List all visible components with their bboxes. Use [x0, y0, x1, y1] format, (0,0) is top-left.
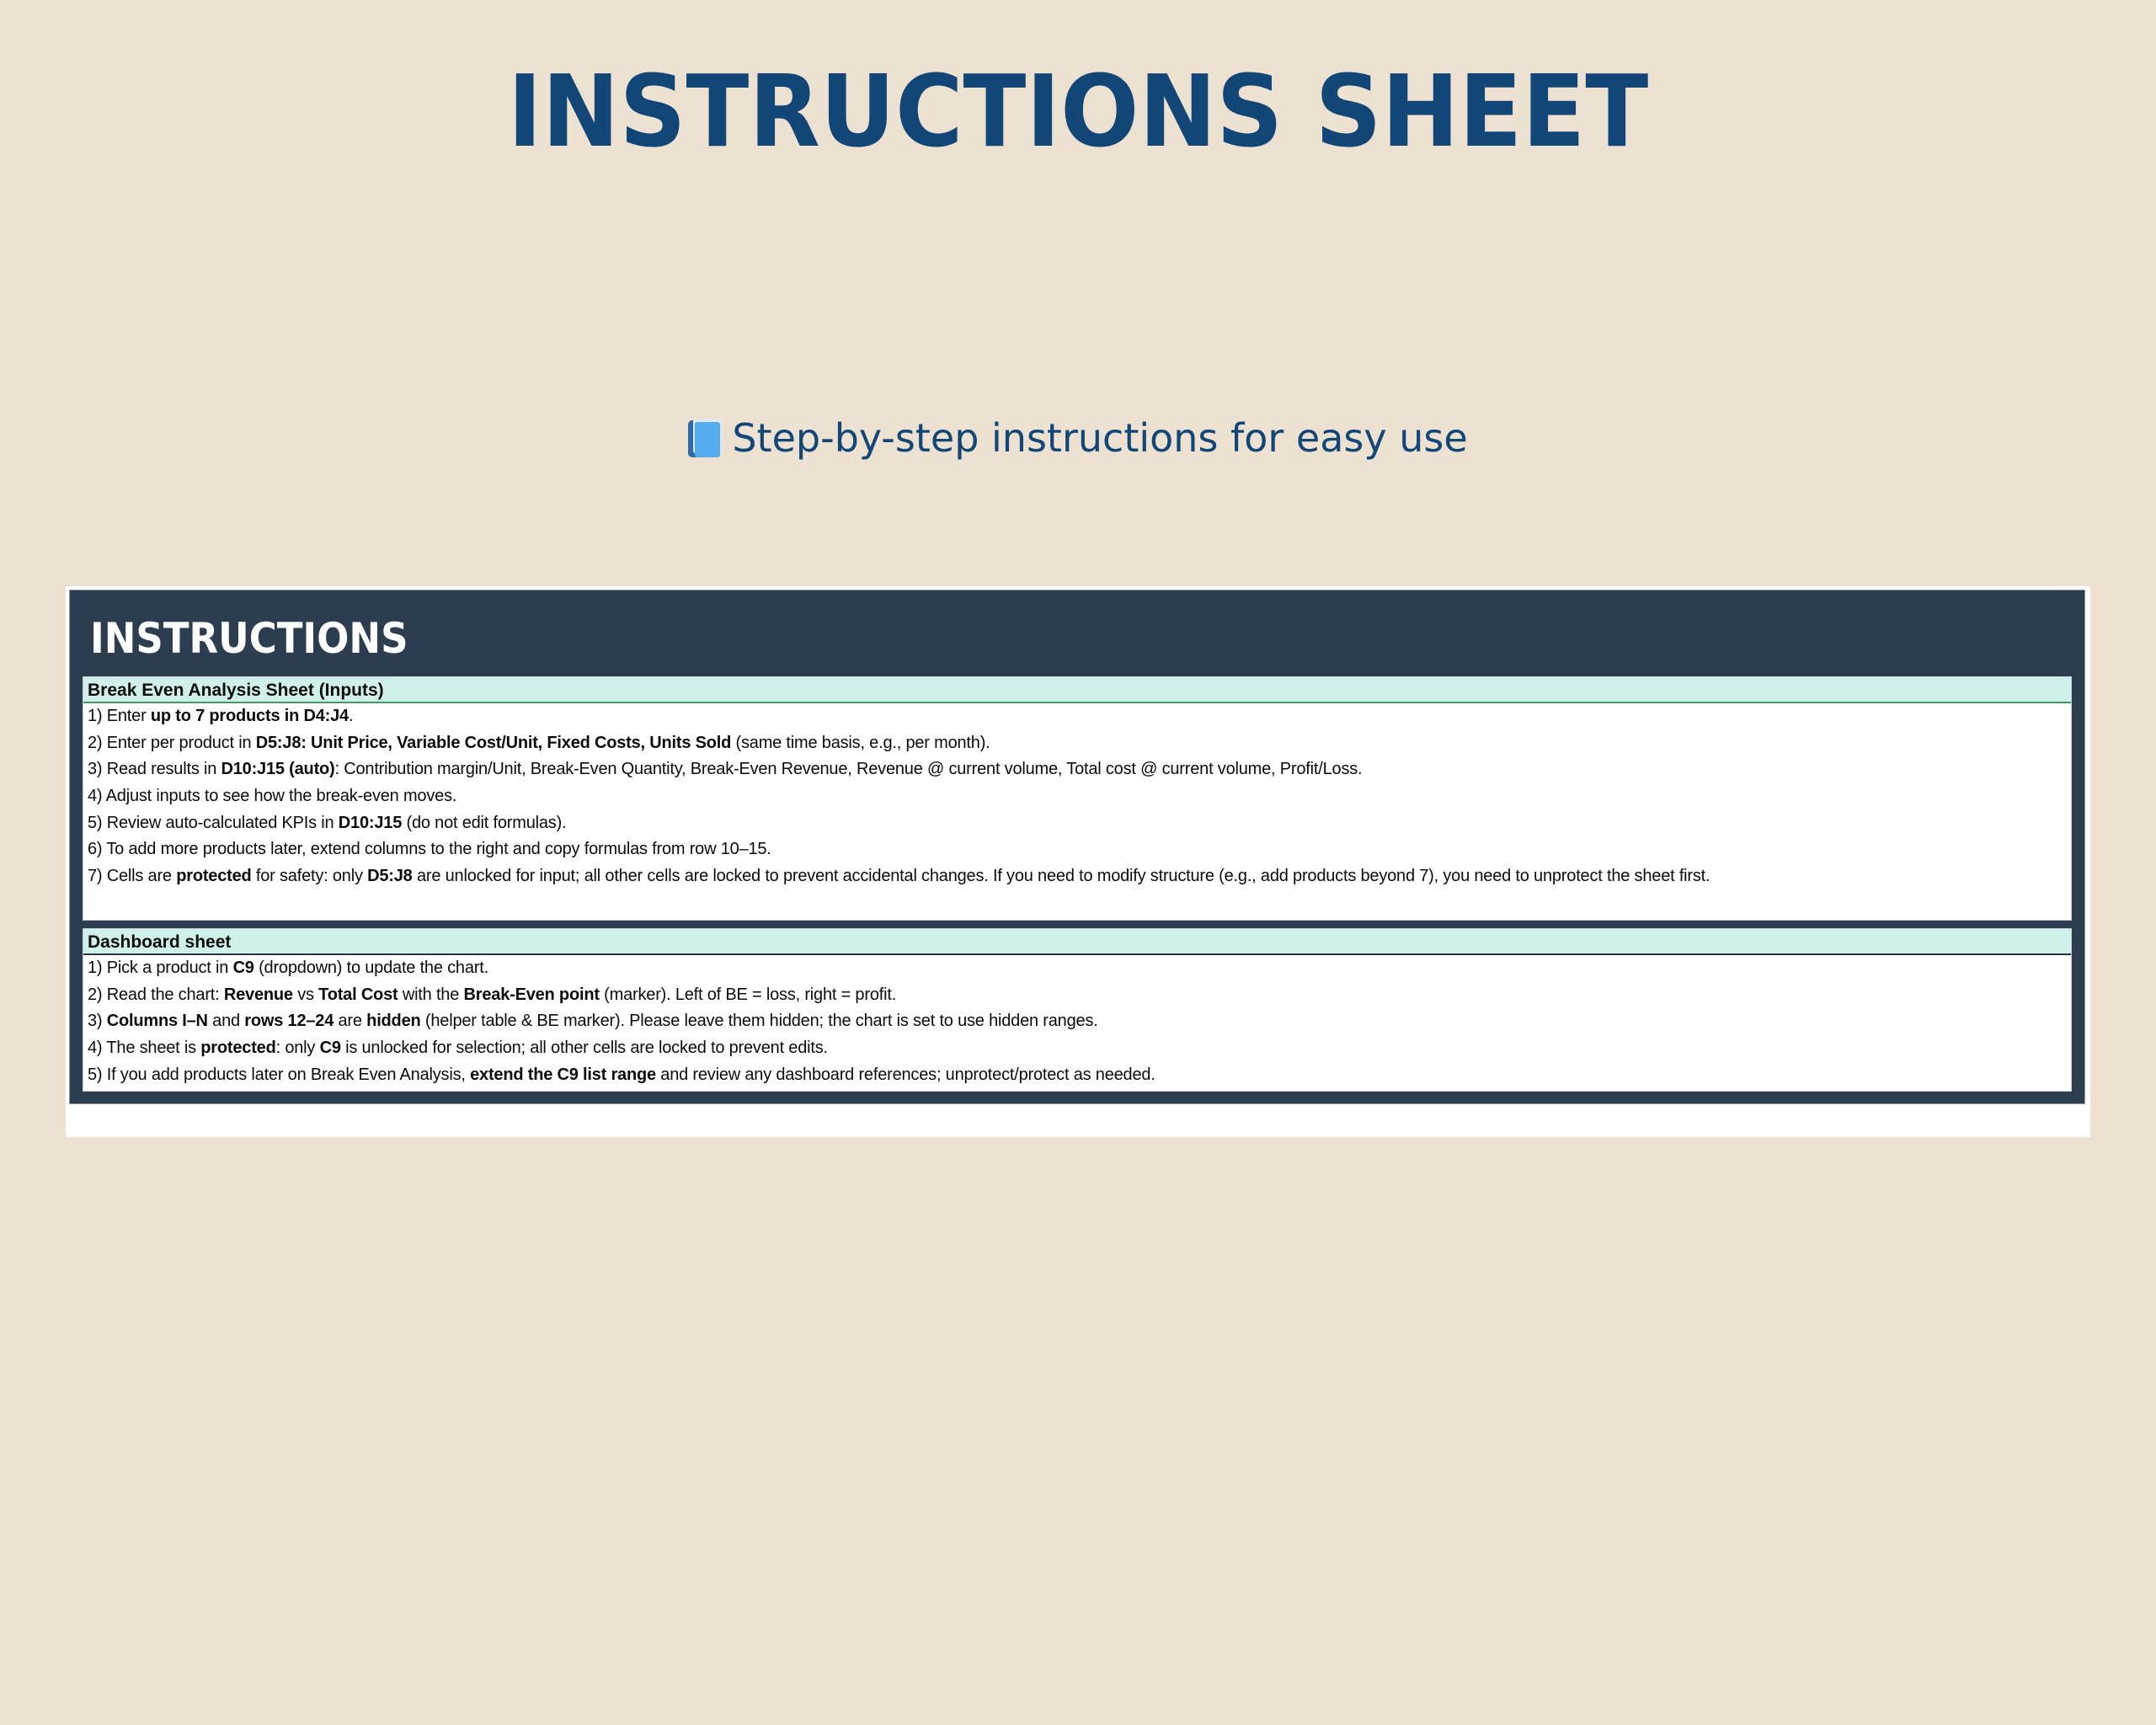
- instruction-line: [83, 955, 2071, 982]
- emphasis-text: hidden: [366, 1012, 421, 1031]
- instruction-line: [83, 703, 2071, 730]
- emphasis-text: protected: [200, 1039, 276, 1058]
- book-icon: [688, 419, 722, 457]
- instruction-text: 4) Adjust inputs to see how the break-even moves.: [88, 787, 457, 806]
- section-break-even-inputs: [83, 676, 2072, 921]
- subtitle-text: Step-by-step instructions for easy use: [732, 415, 1468, 461]
- emphasis-text: C9: [319, 1039, 341, 1058]
- instruction-line: [83, 1035, 2071, 1062]
- instruction-line: [83, 756, 2071, 783]
- page-title: INSTRUCTIONS SHEET: [507, 53, 1649, 169]
- emphasis-text: C9: [232, 959, 254, 977]
- panel-title: INSTRUCTIONS: [90, 614, 408, 663]
- section-heading: Dashboard sheet: [83, 929, 2071, 955]
- instruction-line: [83, 836, 2071, 863]
- instruction-line: [83, 810, 2071, 837]
- instruction-text: (dropdown) to update the chart.: [253, 959, 488, 977]
- section-dashboard: [83, 928, 2072, 1092]
- emphasis-text: rows 12–24: [244, 1012, 334, 1031]
- instruction-line: [83, 1008, 2071, 1035]
- instruction-text: 4) The sheet is: [88, 1039, 201, 1058]
- instruction-text: (helper table & BE marker). Please leave them hidden; the chart is set to use hidden ranges.: [420, 1012, 1098, 1031]
- emphasis-text: Break-Even point: [463, 985, 600, 1004]
- instruction-text: 7) Cells are: [88, 867, 177, 886]
- emphasis-text: D5:J8: Unit Price, Variable Cost/Unit, Fixed Costs, Units Sold: [255, 733, 732, 752]
- emphasis-text: Total Cost: [318, 985, 398, 1004]
- emphasis-text: Revenue: [223, 985, 293, 1004]
- instructions-frame: [66, 586, 2090, 1137]
- instruction-text: are: [334, 1012, 367, 1031]
- emphasis-text: protected: [176, 867, 252, 886]
- instruction-line: [83, 783, 2071, 810]
- instruction-text: : only: [275, 1039, 320, 1058]
- emphasis-text: D5:J8: [367, 867, 413, 886]
- instruction-text: and: [207, 1012, 245, 1031]
- instruction-text: 5) Review auto-calculated KPIs in: [88, 813, 339, 832]
- instruction-line: [83, 863, 2071, 890]
- emphasis-text: Columns I–N: [106, 1012, 208, 1031]
- instruction-text: (marker). Left of BE = loss, right = profit.: [599, 985, 897, 1004]
- instruction-text: 5) If you add products later on Break Even Analysis,: [88, 1065, 471, 1084]
- instruction-text: and review any dashboard references; unprotect/protect as needed.: [655, 1065, 1155, 1084]
- instruction-text: 3) Read results in: [88, 760, 221, 779]
- instruction-text: 2) Read the chart:: [88, 985, 224, 1004]
- instructions-panel: [69, 590, 2085, 1104]
- instruction-list: [83, 703, 2071, 890]
- instruction-text: vs: [292, 985, 319, 1004]
- emphasis-text: D10:J15: [338, 813, 403, 832]
- instruction-list: [83, 955, 2071, 1088]
- instruction-text: (same time basis, e.g., per month).: [731, 733, 990, 752]
- instruction-text: .: [348, 707, 354, 725]
- page-subtitle: [0, 411, 2156, 465]
- instruction-text: for safety: only: [251, 867, 368, 886]
- instruction-text: are unlocked for input; all other cells are locked to prevent accidental changes. If you need to modify structure (e.g., add products beyond 7), you need to unprotect the sheet first.: [412, 867, 1710, 886]
- emphasis-text: D10:J15 (auto): [221, 760, 335, 779]
- instruction-line: [83, 730, 2071, 757]
- section-heading: Break Even Analysis Sheet (Inputs): [83, 677, 2071, 703]
- instruction-text: is unlocked for selection; all other cells are locked to prevent edits.: [340, 1039, 828, 1058]
- instruction-line: [83, 982, 2071, 1009]
- instruction-text: 3): [88, 1012, 107, 1031]
- instruction-text: with the: [398, 985, 464, 1004]
- instruction-text: (do not edit formulas).: [402, 813, 567, 832]
- instruction-text: 6) To add more products later, extend columns to the right and copy formulas from row 10–15.: [88, 840, 771, 859]
- instruction-line: [83, 1062, 2071, 1089]
- instruction-text: 1) Enter: [88, 707, 151, 725]
- emphasis-text: extend the C9 list range: [470, 1065, 656, 1084]
- instruction-text: 2) Enter per product in: [88, 733, 256, 752]
- instruction-text: : Contribution margin/Unit, Break-Even Quantity, Break-Even Revenue, Revenue @ current volume, Total cost @ current volume, Profit/Loss.: [334, 760, 1363, 779]
- emphasis-text: up to 7 products in D4:J4: [150, 707, 349, 725]
- instruction-text: 1) Pick a product in: [88, 959, 233, 977]
